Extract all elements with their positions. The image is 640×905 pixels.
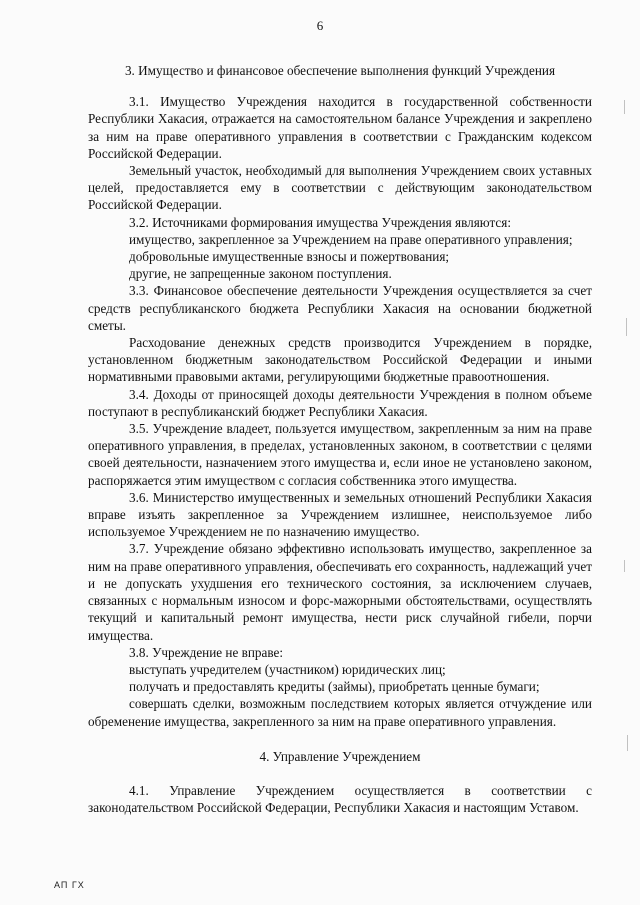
paragraph-4-1: 4.1. Управление Учреждением осуществляется в соответствии с законодательством Российской Федерации, Республики Хакасия и настоящим Уставом. xyxy=(88,782,592,816)
list-item-property: имущество, закрепленное за Учреждением на праве оперативного управления; xyxy=(129,231,573,247)
paragraph-3-4: 3.4. Доходы от приносящей доходы деятельности Учреждения в полном объеме поступают в республиканский бюджет Республики Хакасия. xyxy=(88,386,592,419)
paragraph-spending: Расходование денежных средств производится Учреждением в порядке, установленном бюджетным законодательством Российской Федерации и иными нормативными правовыми актами, регулирующими бюджетные правоотношения. xyxy=(88,335,592,385)
paragraph-3-2: 3.2. Источниками формирования имущества Учреждения являются: xyxy=(129,214,511,230)
scan-edge-mark xyxy=(624,100,625,114)
list-item-other-income: другие, не запрещенные законом поступления. xyxy=(129,266,392,282)
footer-mark: АП ГХ xyxy=(54,880,85,890)
list-item-transactions: совершать сделки, возможным последствием которых является отчуждение или обременение имущества, закрепленного за ним на праве оперативного управления. xyxy=(88,696,592,729)
paragraph-3-8: 3.8. Учреждение не вправе: xyxy=(129,644,284,660)
page-number: 6 xyxy=(316,18,324,33)
paragraph-3-1: 3.1. Имущество Учреждения находится в государственной собственности Республики Хакасия, отражается на самостоятельном балансе Учреждения и закреплено за ним на праве оперативного управления в соответствии с Гражданским кодексом Российской Федерации. xyxy=(88,94,592,161)
paragraph-3-3: 3.3. Финансовое обеспечение деятельности Учреждения осуществляется за счет средств республиканского бюджета Республики Хакасия на основании бюджетной сметы. xyxy=(88,283,592,333)
document-body xyxy=(88,62,592,816)
section-3-heading: 3. Имущество и финансовое обеспечение выполнения функций Учреждения xyxy=(124,63,556,78)
paragraph-3-5: 3.5. Учреждение владеет, пользуется имуществом, закрепленным за ним на праве оперативного управления, в пределах, установленных законом, в соответствии с целями своей деятельности, назначением этого имущества и, если иное не установлено законом, распоряжается этим имуществом с согласия собственника этого имущества. xyxy=(88,421,592,488)
paragraph-3-7: 3.7. Учреждение обязано эффективно использовать имущество, закрепленное за ним на праве оперативного управления, обеспечивать его сохранность, надлежащий учет и не допускать ухудшения его технического состояния, за исключением случаев, связанных с нормальным износом и форс-мажорными обстоятельствами, осуществлять текущий и капитальный ремонт имущества, нести риск случайной гибели, порчи имущества. xyxy=(88,541,592,643)
scan-edge-mark xyxy=(624,560,625,572)
section-4-heading: 4. Управление Учреждением xyxy=(259,748,421,764)
list-item-credits: получать и предоставлять кредиты (займы), приобретать ценные бумаги; xyxy=(129,679,540,695)
paragraph-land-plot: Земельный участок, необходимый для выполнения Учреждением своих уставных целей, предоставляется ему в соответствии с действующим законодательством Российской Федерации. xyxy=(88,163,592,213)
list-item-founder: выступать учредителем (участником) юридических лиц; xyxy=(129,661,446,677)
paragraph-3-6: 3.6. Министерство имущественных и земельных отношений Республики Хакасия вправе изъять закрепленное за Учреждением излишнее, неиспользуемое либо используемое Учреждением не по назначению имущество. xyxy=(88,489,592,540)
list-item-donations: добровольные имущественные взносы и пожертвования; xyxy=(129,249,450,265)
scan-edge-mark xyxy=(626,318,627,336)
scan-edge-mark xyxy=(627,735,628,751)
